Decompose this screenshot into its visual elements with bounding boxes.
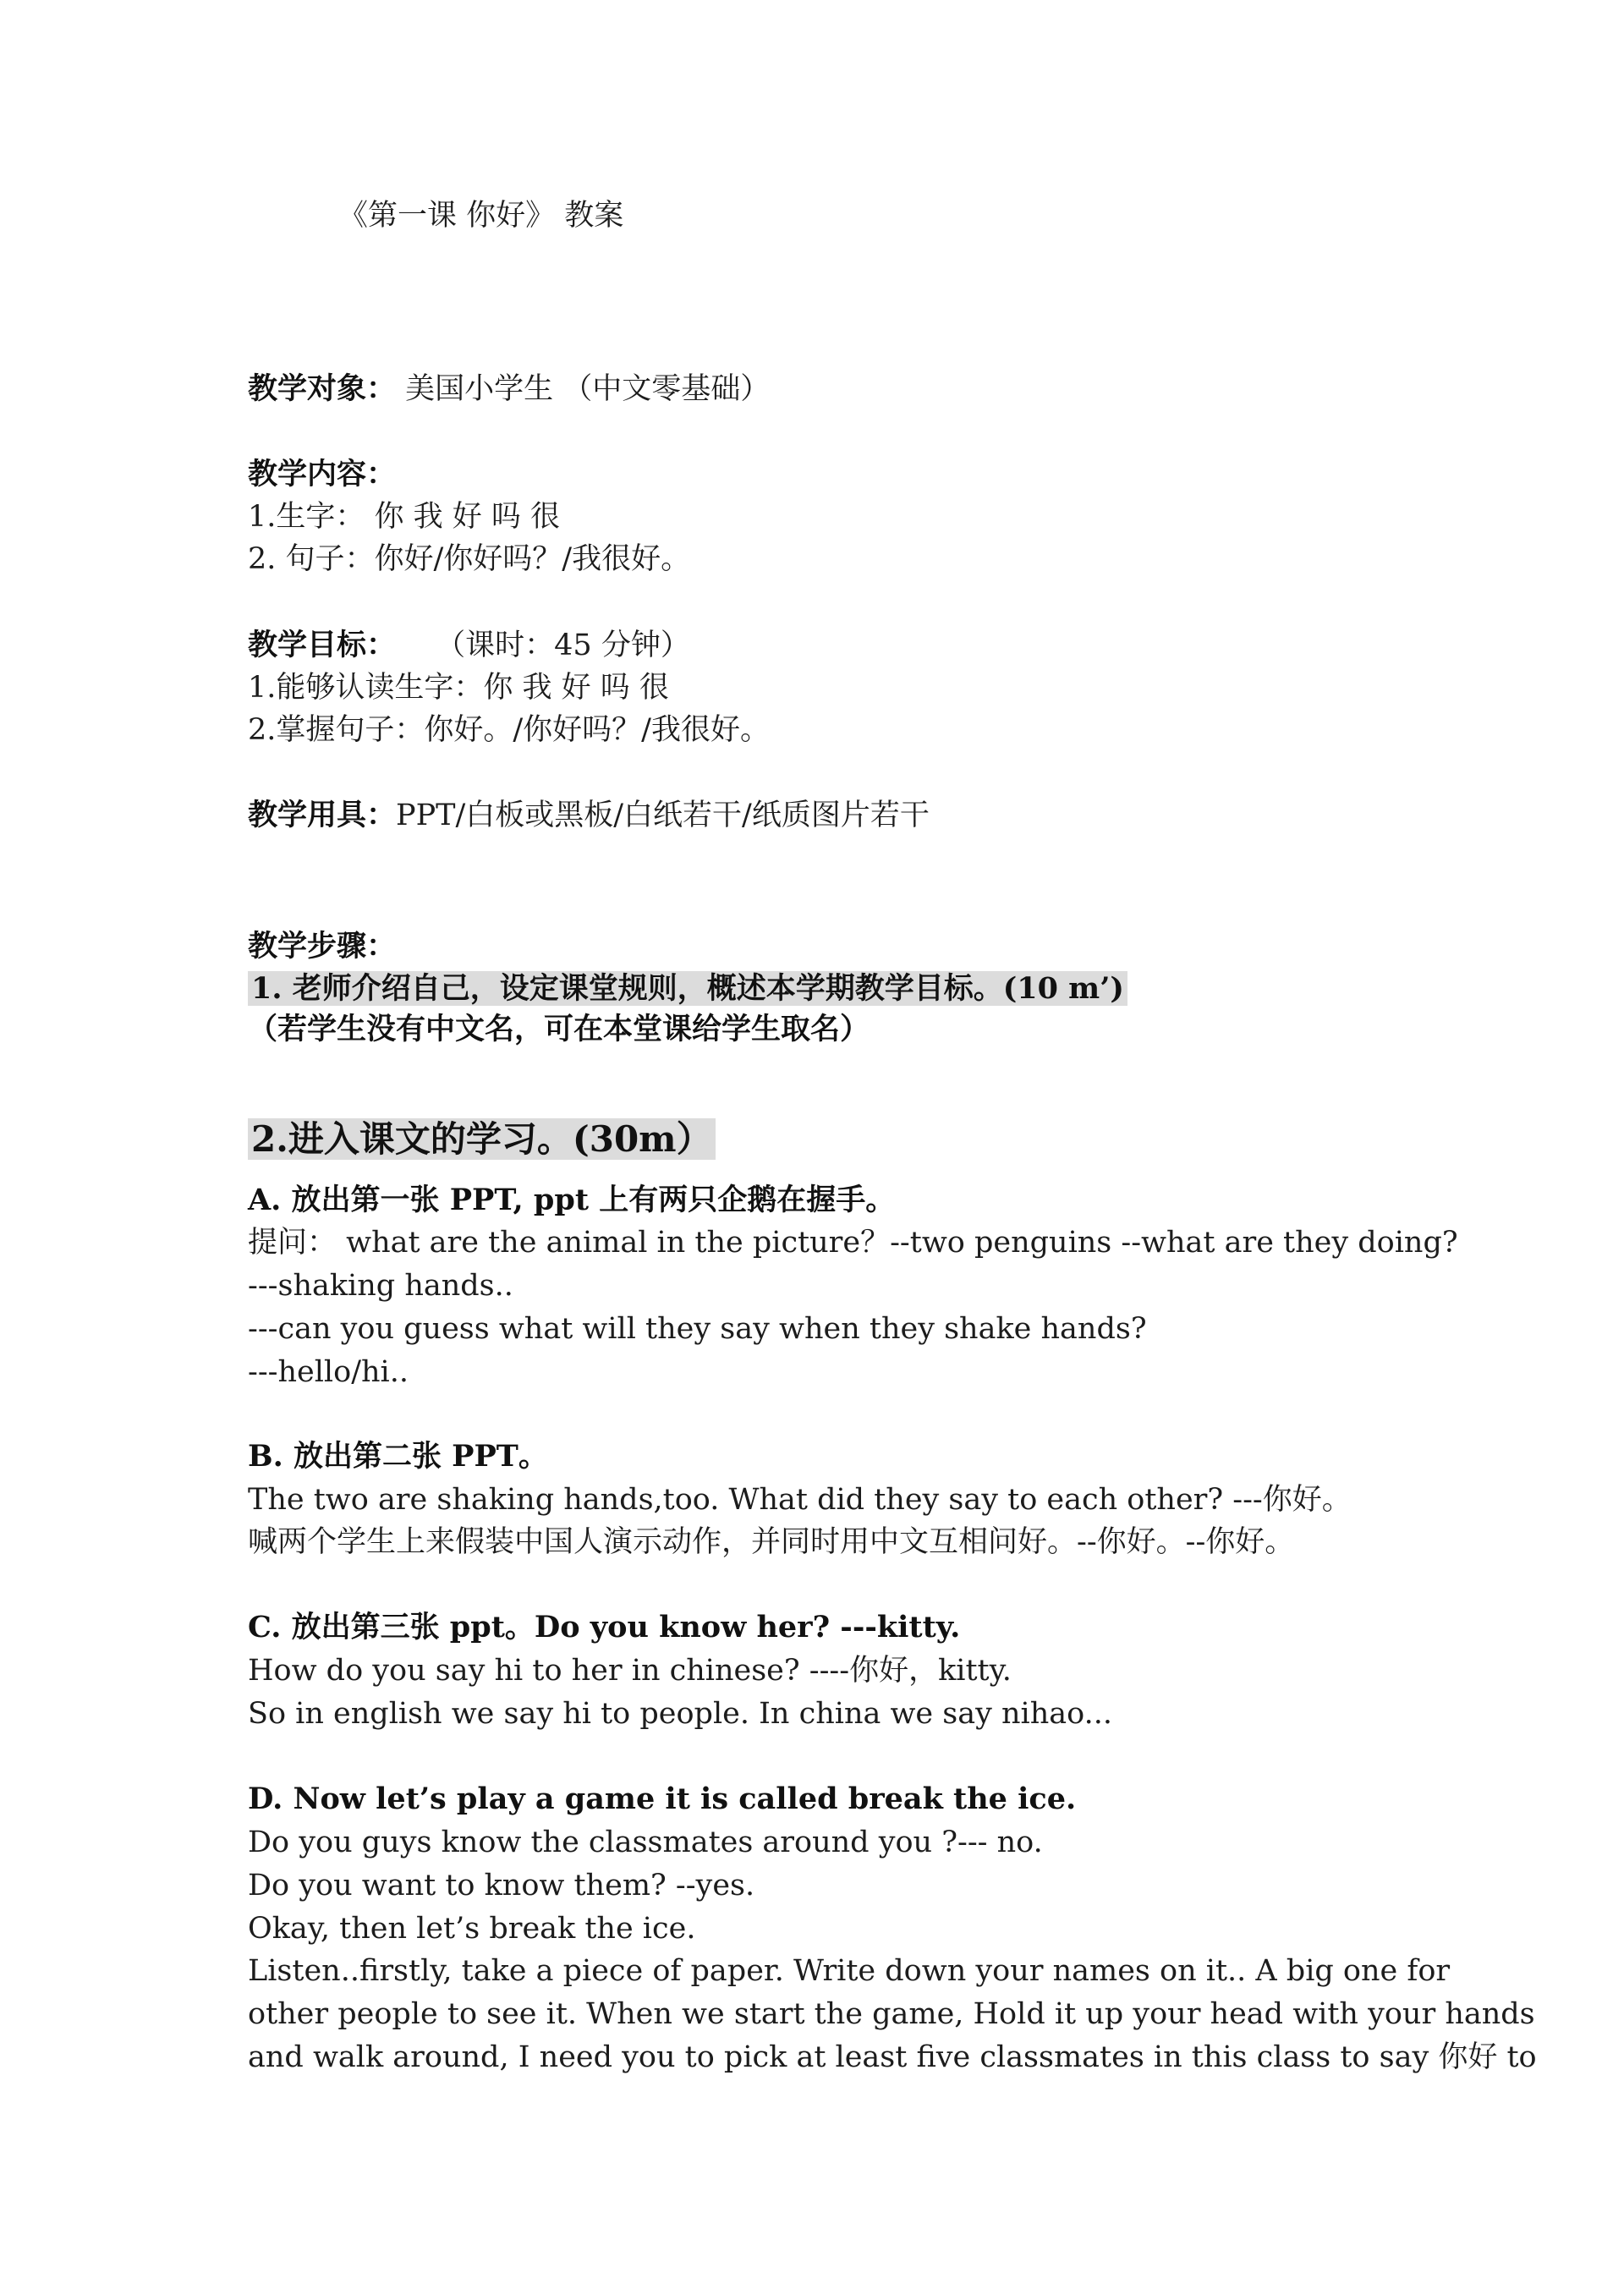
step-2-highlighted-text: 2.进入课文的学习。(30m） (248, 1118, 716, 1160)
teaching-tools-line (248, 796, 930, 835)
teaching-target-line (248, 370, 770, 409)
section-b-line-1: The two are shaking hands,too. What did they say to each other? ---你好。 (248, 1483, 1352, 1517)
section-a-line-3: ---can you guess what will they say when they shake hands? (248, 1312, 1147, 1346)
section-a-line-4: ---hello/hi.. (248, 1355, 409, 1389)
section-a-line-1: 提问： what are the animal in the picture？--two penguins --what are they doing? (248, 1226, 1458, 1260)
teaching-tools-label: 教学用具： (248, 798, 397, 832)
document-title: 《第一课 你好》 教案 (338, 199, 624, 233)
section-c-heading: C. 放出第三张 ppt。Do you know her? ---kitty. (248, 1610, 961, 1644)
section-b-line-2: 喊两个学生上来假装中国人演示动作，并同时用中文互相问好。--你好。--你好。 (248, 1525, 1295, 1559)
section-d-line-6: and walk around, I need you to pick at least five classmates in this class to say 你好 to (248, 2040, 1537, 2074)
teaching-goals-line (248, 626, 690, 665)
section-d-line-4: Listen..firstly, take a piece of paper. Write down your names on it.. A big one for (248, 1954, 1451, 1988)
section-d-line-1: Do you guys know the classmates around you ?--- no. (248, 1826, 1043, 1859)
teaching-content-heading: 教学内容： (248, 457, 397, 491)
teaching-goals-item-1: 1.能够认读生字：你 我 好 吗 很 (248, 671, 669, 705)
teaching-content-item-1: 1.生字： 你 我 好 吗 很 (248, 500, 561, 534)
teaching-steps-heading: 教学步骤： (248, 929, 397, 964)
section-d-line-2: Do you want to know them? --yes. (248, 1869, 755, 1902)
teaching-goals-duration: （课时：45 分钟） (436, 629, 690, 662)
teaching-target-label: 教学对象： (248, 371, 397, 406)
section-a-line-2: ---shaking hands.. (248, 1269, 513, 1303)
section-d-line-3: Okay, then let’s break the ice. (248, 1912, 696, 1946)
teaching-content-item-2: 2. 句子：你好/你好吗？/我很好。 (248, 542, 691, 576)
section-c-line-2: So in english we say hi to people. In china we say nihao... (248, 1697, 1112, 1731)
teaching-tools-value: PPT/白板或黑板/白纸若干/纸质图片若干 (396, 799, 930, 832)
section-d-heading: D. Now let’s play a game it is called break the ice. (248, 1782, 1077, 1816)
teaching-target-value: 美国小学生 （中文零基础） (405, 372, 771, 406)
section-c-line-1: How do you say hi to her in chinese? ----你好，kitty. (248, 1654, 1012, 1688)
teaching-goals-label: 教学目标： (248, 628, 397, 662)
step-2 (248, 1117, 716, 1162)
step-1-note: （若学生没有中文名，可在本堂课给学生取名） (248, 1012, 870, 1046)
section-b-heading: B. 放出第二张 PPT。 (248, 1439, 548, 1474)
section-d-line-5: other people to see it. When we start the game, Hold it up your head with your hands (248, 1997, 1535, 2031)
step-1-highlighted-text: 1. 老师介绍自己，设定课堂规则，概述本学期教学目标。(10 m’) (248, 971, 1127, 1006)
teaching-goals-item-2: 2.掌握句子：你好。/你好吗？/我很好。 (248, 713, 770, 747)
section-a-heading: A. 放出第一张 PPT, ppt 上有两只企鹅在握手。 (248, 1183, 896, 1217)
step-1 (248, 969, 1127, 1008)
